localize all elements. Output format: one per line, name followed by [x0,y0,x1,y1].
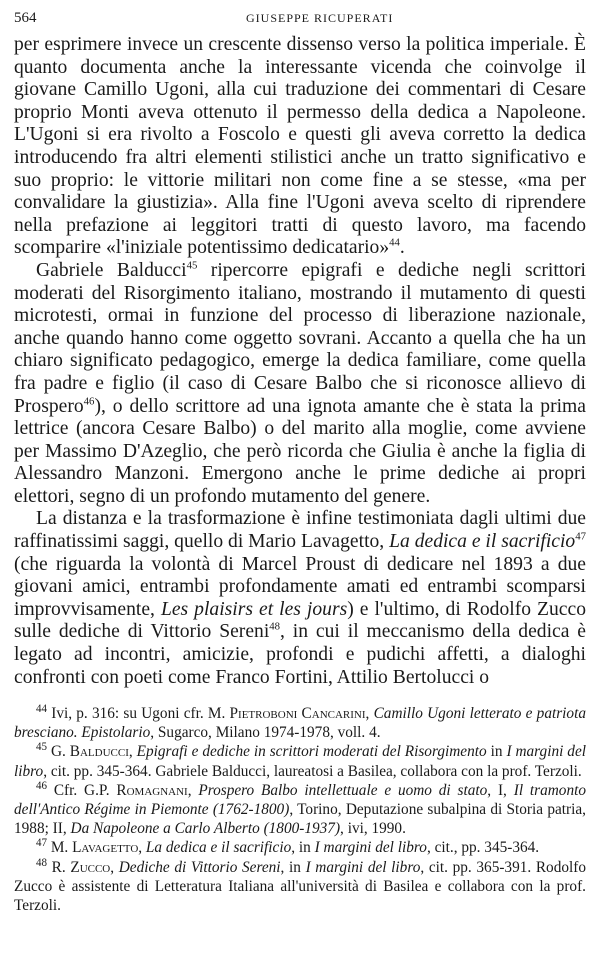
paragraph-3-text-a: La distanza e la trasformazione è infine testimoniata dagli ultimi due raffinatissimi saggi, quello di Mario Lavagetto, [14,508,586,553]
footnote-number: 46 [36,779,47,792]
footnote-text: , cit. pp. 365-391. Rodolfo Zucco è assistente di Letteratura Italiana all'università di Basilea e collabora con la prof. Terzoli. [14,858,586,915]
footnote-text: Ivi, p. 316: su Ugoni cfr. M. [47,705,230,722]
author-name: Balducci [69,743,129,761]
footnote-text: , [187,781,199,799]
author-name: Romagnani [116,781,188,799]
footnote-ref-46[interactable]: 46 [83,394,95,407]
footnote-text: Cfr. G.P. [47,781,117,799]
paragraph-3-title-b: Les plaisirs et les jours [160,598,348,620]
paragraph-2-author: Gabriele Balducci [36,259,187,281]
footnote-number: 45 [36,741,47,754]
author-name: Zucco [70,858,111,876]
footnote-ref-47[interactable]: 47 [575,530,586,543]
footnote-48 [14,858,586,916]
work-title: I margini del libro [14,743,586,780]
footnote-44 [14,704,586,742]
footnote-text: G. [47,743,70,761]
footnote-45 [14,742,586,780]
footnote-text: , Torino, Deputazione subalpina di Storia patria, 1988; II, [14,801,586,838]
paragraph-3-title-a: La dedica e il sacrificio [389,531,576,553]
work-title: I margini del libro [314,839,427,857]
footnote-text: , ivi, 1990. [340,820,406,838]
work-title: Prospero Balbo intellettuale e uomo di stato [198,781,488,799]
footnote-text: M. [47,839,73,857]
footnote-number: 47 [36,837,47,850]
footnote-text: , in [291,839,315,857]
paragraph-2-text-b: ), o dello scrittore ad una ignota amante che è stata la prima lettrice (ancora Cesare Balbo) o del marito alla moglie, come avviene per Massimo D'Azeglio, che però ricorda che Giulia è anche la figlia di Alessandro Manzoni. Emergono anche le prime dediche ai propri elettori, segno di un profondo mutamento del genere. [14,395,586,507]
running-title: GIUSEPPE RICUPERATI [246,11,394,25]
paragraph-2 [14,260,586,509]
footnote-ref-44[interactable]: 44 [389,236,400,249]
footnote-text: , Sugarco, Milano 1974-1978, voll. 4. [150,724,381,742]
paragraph-3-text-c: ) e l'ultimo, di Rodolfo Zucco sulle dediche di Vittorio Sereni [14,598,586,643]
paragraph-3-text-d: , in cui il meccanismo della dedica è legato ad incontri, amicizie, profondi e pudichi affetti, a dialoghi confronti con poeti come Franco Fortini, Attilio Bertolucci o [14,621,586,688]
footnote-text: R. [47,858,71,876]
work-title: I margini del libro [305,858,421,876]
footnote-number: 48 [36,856,47,869]
work-title: Epigrafi e dediche in scrittori moderati del Risorgimento [136,743,487,761]
footnote-text: , [110,858,119,876]
work-title: Da Napoleone a Carlo Alberto (1800-1937) [70,820,341,838]
footnote-text: , cit. pp. 345-364. Gabriele Balducci, laureatosi a Basilea, collabora con la prof. Terzoli. [43,762,582,780]
paragraph-3 [14,508,586,689]
footnote-number: 44 [36,702,47,715]
work-title: La dedica e il sacrificio [145,839,292,857]
body-text [14,34,586,689]
footnote-ref-45[interactable]: 45 [186,259,198,272]
footnote-text: , [138,839,146,857]
footnote-text: , I, [487,781,514,799]
author-name: Lavagetto [72,839,139,857]
paragraph-1-text: per esprimere invece un crescente dissenso verso la politica imperiale. È quanto documenta anche la interessante vicenda che coinvolge il giovane Camillo Ugoni, alla cui traduzione dei commentari di Cesare proprio Monti aveva ottenuto il permesso della dedica a Napoleone. L'Ugoni si era rivolto a Foscolo e questi gli aveva corretto la dedica introducendo fra altri elementi stilistici anche un tratto significativo e suo proprio: le vittorie militari non come fine a se stesse, «ma per convalidare la giustizia». Alla fine l'Ugoni aveva scelto di riprendere nella prefazione ai leggitori tratti di questo lavoro, ma facendo scomparire «l'iniziale potentissimo dedicatario» [14,34,586,259]
footnote-text: in [486,743,507,761]
footnote-ref-48[interactable]: 48 [269,620,281,633]
footnote-text: , [365,705,374,722]
footnote-text: , [128,743,137,761]
author-name: Pietroboni Cancarini [229,705,366,722]
paragraph-2-text-a: ripercorre epigrafi e dediche negli scrittori moderati del Risorgimento italiano, mostrando il mutamento di questi microtesti, ormai in funzione del processo di liberazione nazionale, anche quando hanno come oggetto sovrani. Accanto a quella che ha un chiaro significato pedagogico, emerge la dedica familiare, come quella fra padre e figlio (il caso di Cesare Balbo che si riconosce allievo di Prospero [14,259,586,417]
footnote-text: , cit., pp. 345-364. [426,839,540,857]
running-header [14,6,586,30]
footnote-text: , in [280,858,306,876]
paragraph-1: per esprimere invece un crescente dissenso verso la politica imperiale. È quanto documenta anche la interessante vicenda che coinvolge il giovane Camillo Ugoni, alla cui traduzione dei commentari di Cesare proprio Monti aveva ottenuto il permesso della dedica a Napoleone. L'Ugoni si era rivolto a Foscolo e questi gli aveva corretto la dedica introducendo fra altri elementi stilistici anche un tratto significativo e suo proprio: le vittorie militari non come fine a se stesse, «ma per convalidare la giustizia». Alla fine l'Ugoni aveva scelto di riprendere nella prefazione ai leggitori tratti di questo lavoro, ma facendo scomparire «l'iniziale potentissimo dedicatario»$^{44}$. [14,34,586,259]
footnotes [14,704,586,915]
work-title: Dediche di Vittorio Sereni [118,858,281,876]
paragraph-3-text-b: (che riguarda la volontà di Marcel Proust di dedicare nel 1893 a due giovani amici, entrambi profondamente amati ed entrambi scomparsi improvvisamente, [14,553,586,620]
work-title: Camillo Ugoni letterato e patriota bresciano. Epistolario [14,705,586,742]
footnote-47 [14,838,586,857]
footnote-46 [14,781,586,839]
page-number: 564 [14,10,37,26]
work-title: Il tramonto dell'Antico Régime in Piemonte (1762-1800) [14,781,586,819]
